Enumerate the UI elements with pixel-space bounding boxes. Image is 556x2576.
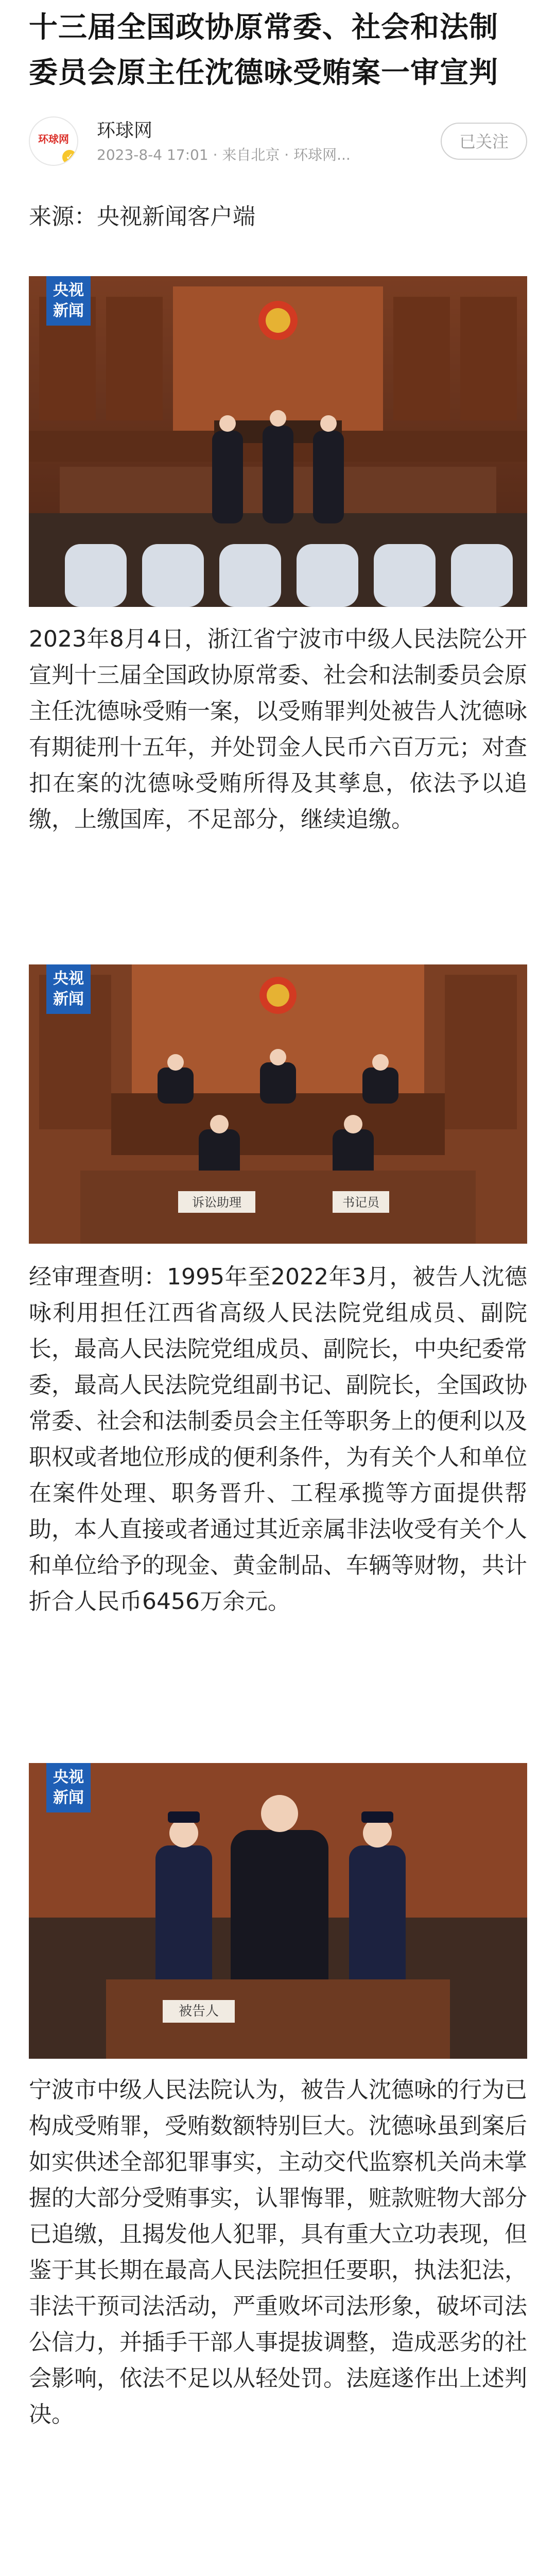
courtroom-photo-1-image: [29, 276, 527, 607]
author-meta: 2023-8-4 17:01 · 来自北京 · 环球网...: [97, 146, 351, 163]
courtroom-photo-2-image: [29, 964, 527, 1244]
courtroom-photo-2: [29, 964, 527, 1244]
verified-badge-icon: ✓: [61, 148, 78, 166]
cctv-news-logo: 央视 新闻: [46, 276, 91, 326]
cctv-news-logo: 央视 新闻: [46, 964, 91, 1014]
sign-court-assistant: 诉讼助理: [192, 1195, 241, 1210]
paragraph-findings: 经审理查明：1995年至2022年3月，被告人沈德咏利用担任江西省高级人民法院党组成员、副院长，最高人民法院党组成员、副院长，中央纪委常委，最高人民法院党组副书记、副院长，全国政协常委、社会和法制委员会主任等职务上的便利以及职权或者地位形成的便利条件，为有关个人和单位在案件处理、职务晋升、工程承揽等方面提供帮助，本人直接或者通过其近亲属非法收受有关个人和单位给予的现金、黄金制品、车辆等财物，共计折合人民币6456万余元。: [29, 1264, 527, 1615]
article-source: 来源：央视新闻客户端: [29, 204, 255, 230]
huanqiu-logo-avatar-icon: 环球网: [38, 133, 69, 145]
follow-button[interactable]: 已关注: [441, 123, 527, 160]
article-title: 十三届全国政协原常委、社会和法制委员会原主任沈德咏受贿案一审宣判: [29, 11, 498, 90]
author-avatar[interactable]: [29, 116, 78, 166]
courtroom-photo-1: [29, 276, 527, 607]
author-name[interactable]: 环球网: [97, 120, 153, 141]
courtroom-photo-3: [29, 1763, 527, 2059]
sign-clerk: 书记员: [342, 1195, 379, 1210]
cctv-news-logo: 央视 新闻: [46, 1763, 91, 1812]
paragraph-judgment: 宁波市中级人民法院认为，被告人沈德咏的行为已构成受贿罪，受贿数额特别巨大。沈德咏虽到案后如实供述全部犯罪事实，主动交代监察机关尚未掌握的大部分受贿事实，认罪悔罪，赃款赃物大部分已追缴，且揭发他人犯罪，具有重大立功表现，但鉴于其长期在最高人民法院担任要职，执法犯法，非法干预司法活动，严重败坏司法形象，破坏司法公信力，并插手干部人事提拔调整，造成恶劣的社会影响，依法不足以从轻处罚。法庭遂作出上述判决。: [29, 2077, 527, 2428]
author-row: [29, 112, 527, 170]
paragraph-verdict: 2023年8月4日，浙江省宁波市中级人民法院公开宣判十三届全国政协原常委、社会和法制委员会原主任沈德咏受贿一案，以受贿罪判处被告人沈德咏有期徒刑十五年，并处罚金人民币六百万元；对查扣在案的沈德咏受贿所得及其孳息，依法予以追缴，上缴国库，不足部分，继续追缴。: [29, 626, 527, 833]
sign-defendant: 被告人: [178, 2004, 219, 2019]
courtroom-photo-3-image: [29, 1763, 527, 2059]
